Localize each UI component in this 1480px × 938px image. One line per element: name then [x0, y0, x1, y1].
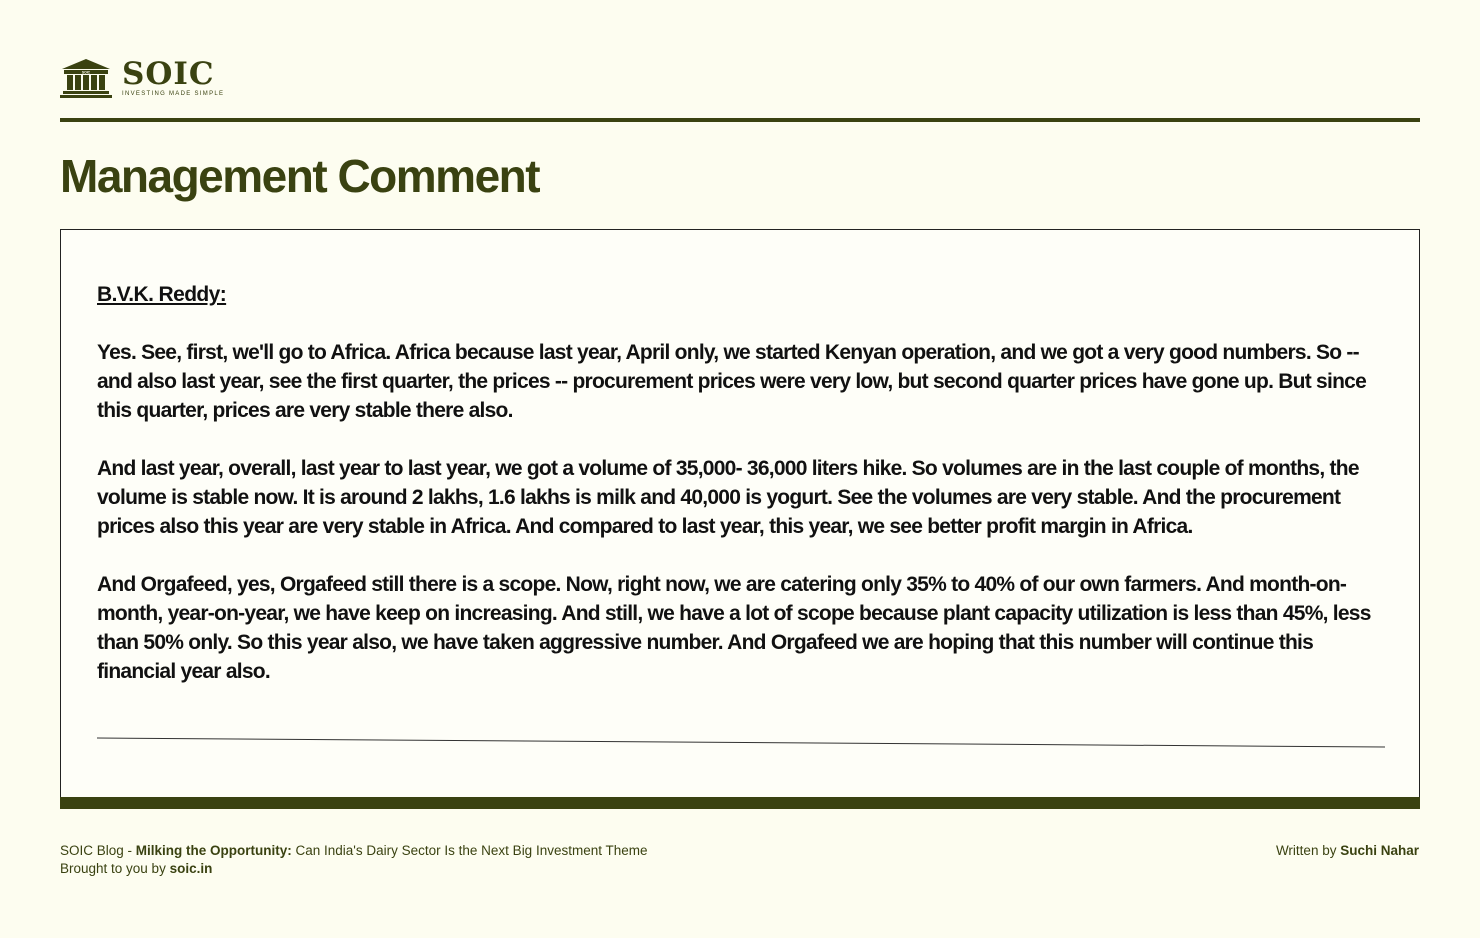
logo-text	[122, 55, 225, 98]
logo-wordmark: SOIC	[122, 55, 215, 92]
brought-by-line	[60, 860, 648, 878]
footer-credits	[60, 842, 648, 878]
comment-separator-line	[97, 735, 1385, 749]
blog-title-rest: Can India's Dairy Sector Is the Next Big Investment Theme	[291, 843, 648, 858]
comment-paragraph: And Orgafeed, yes, Orgafeed still there is a scope. Now, right now, we are catering only 35% to 40% of our own farmers. And month-on-month, year-on-year, we have keep on increasing. And still, we have a lot of scope because plant capacity utilization is less than 45%, less than 50% only. So this year also, we have taken aggressive number. And Orgafeed we are hoping that this number will continue this financial year also.	[97, 573, 1371, 683]
author-credit	[1276, 842, 1419, 860]
site-link[interactable]: soic.in	[169, 861, 213, 876]
bank-building-icon	[60, 58, 112, 98]
comment-paragraph: And last year, overall, last year to last year, we got a volume of 35,000- 36,000 liters hike. So volumes are in the last couple of months, the volume is stable now. It is around 2 lakhs, 1.6 lakhs is milk and 40,000 is yogurt. See the volumes are very stable. And the procurement prices also this year are very stable in Africa. And compared to last year, this year, we see better profit margin in Africa.	[97, 457, 1359, 538]
written-prefix: Written by	[1275, 843, 1341, 858]
blog-title-bold: Milking the Opportunity:	[135, 843, 292, 858]
footer-divider-bar	[60, 797, 1420, 809]
header-divider	[60, 118, 1420, 122]
brought-prefix: Brought to you by	[60, 861, 170, 876]
blog-prefix: SOIC Blog -	[60, 843, 136, 858]
comment-paragraph: Yes. See, first, we'll go to Africa. Africa because last year, April only, we started Kenyan operation, and we got a very good numbers. So -- and also last year, see the first quarter, the prices -- procurement prices were very low, but second quarter prices have gone up. But since this quarter, prices are very stable there also.	[97, 341, 1367, 422]
blog-reference[interactable]	[60, 842, 648, 860]
svg-text:SOIC: SOIC	[81, 70, 91, 75]
logo-tagline: INVESTING MADE SIMPLE	[122, 90, 225, 97]
author-name: Suchi Nahar	[1340, 843, 1419, 858]
page-title: Management Comment	[60, 150, 540, 202]
comment-body	[97, 338, 1387, 715]
management-comment-box	[60, 229, 1420, 799]
soic-logo[interactable]	[60, 55, 225, 98]
speaker-name: B.V.K. Reddy:	[97, 283, 227, 306]
